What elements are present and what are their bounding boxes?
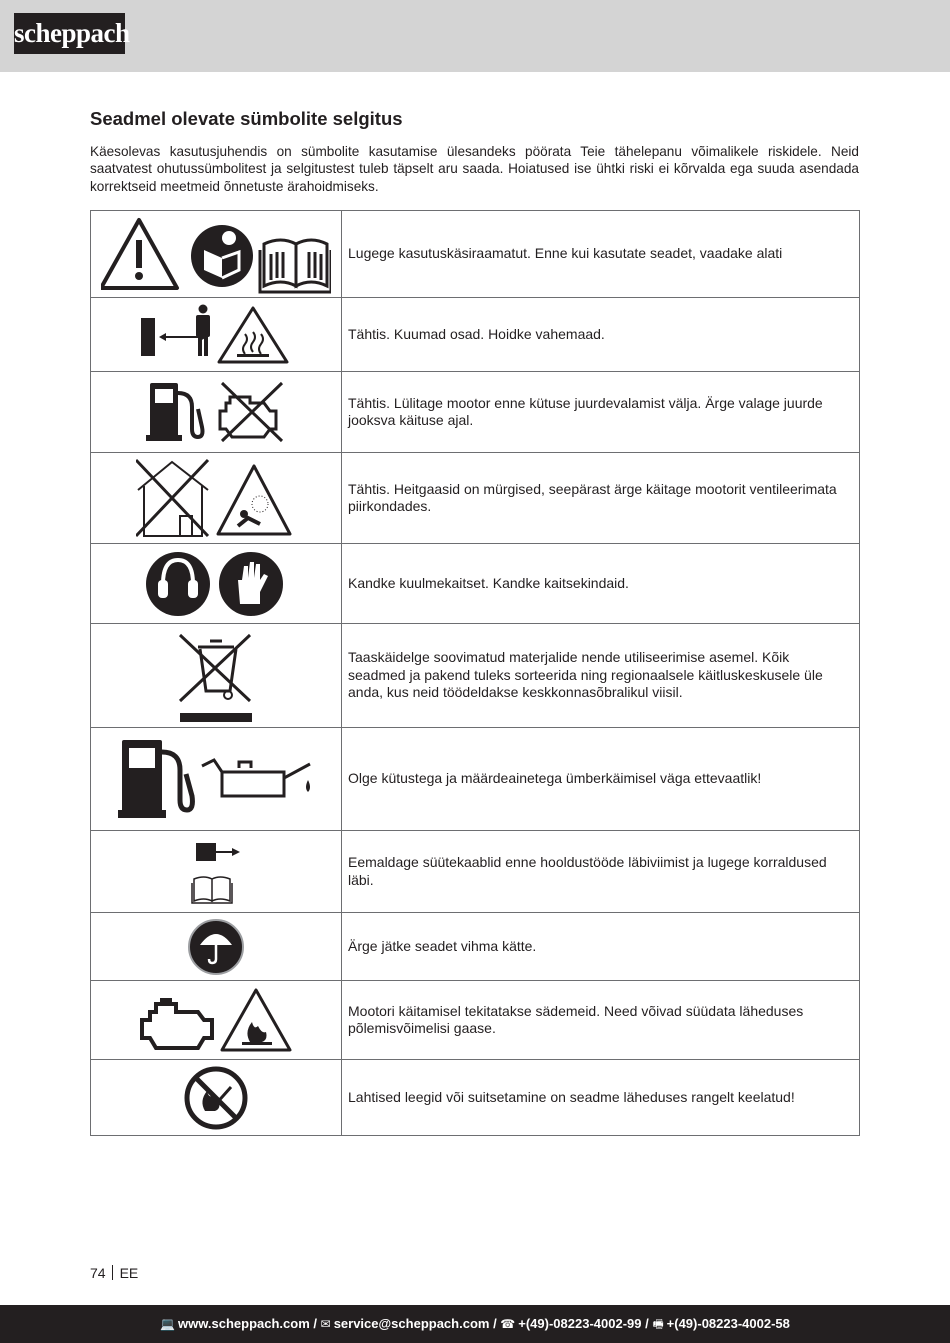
fax-icon: 🖷 <box>652 1317 664 1331</box>
email-icon: ✉ <box>320 1317 331 1331</box>
table-row <box>91 831 860 913</box>
no-open-flame-icon <box>187 1069 245 1127</box>
toxic-fumes-icon <box>218 466 290 534</box>
symbol-cell <box>91 544 342 624</box>
spark-plug-manual-icon <box>192 843 240 903</box>
no-indoor-use-icon <box>136 460 208 536</box>
computer-icon: 💻 <box>160 1317 176 1331</box>
table-row <box>91 981 860 1060</box>
website-link[interactable]: www.scheppach.com <box>178 1316 310 1331</box>
fax-number: +(49)-08223-4002-58 <box>666 1316 790 1331</box>
symbol-description: Tähtis. Heitgaasid on mürgised, seepärast ärge käitage mootorit ventileerimata piirkondades. <box>342 453 860 544</box>
symbol-description: Ärge jätke seadet vihma kätte. <box>342 913 860 981</box>
footer-separator: / <box>309 1316 321 1331</box>
safety-gloves-icon <box>218 551 284 617</box>
engine-off-icon <box>220 383 282 441</box>
symbol-cell <box>91 298 342 372</box>
symbol-description: Tähtis. Kuumad osad. Hoidke vahemaad. <box>342 298 860 372</box>
symbol-description: Eemaldage süütekaablid enne hooldustööde läbiviimist ja lugege korraldused läbi. <box>342 831 860 913</box>
symbol-cell <box>91 728 342 831</box>
symbol-cell <box>91 913 342 981</box>
symbol-description: Lahtised leegid või suitsetamine on seadme läheduses rangelt keelatud! <box>342 1060 860 1136</box>
page-header <box>0 0 950 72</box>
table-row <box>91 372 860 453</box>
phone-icon: ☎ <box>500 1317 516 1331</box>
warning-triangle-icon <box>101 220 177 288</box>
fuel-pump-icon <box>118 740 192 818</box>
weee-crossed-bin-icon <box>180 635 252 722</box>
fire-hazard-icon <box>222 990 290 1050</box>
page-footer <box>0 1305 950 1343</box>
scheppach-logo: scheppach <box>14 13 125 54</box>
symbol-description: Kandke kuulmekaitset. Kandke kaitsekindaid. <box>342 544 860 624</box>
table-row <box>91 624 860 728</box>
email-link[interactable]: service@scheppach.com <box>333 1316 490 1331</box>
page-language: EE <box>119 1265 139 1281</box>
table-row <box>91 298 860 372</box>
symbol-description: Mootori käitamisel tekitatakse sädemeid. Need võivad süüdata läheduses põlemisvõimelisi gaase. <box>342 981 860 1060</box>
open-book-icon <box>260 240 331 292</box>
symbol-cell <box>91 624 342 728</box>
page-number-divider <box>112 1265 113 1280</box>
symbol-description: Tähtis. Lülitage mootor enne kütuse juurdevalamist välja. Ärge valage juurde jooksva käituse ajal. <box>342 372 860 453</box>
symbol-description: Taaskäidelge soovimatud materjalide nende utiliseerimise asemel. Kõik seadmed ja pakend tuleks sorteerida ning regionaalsele käitluskeskusele üle anda, kus neid töödeldakse keskkonnasõbralikul viisil. <box>342 624 860 728</box>
symbol-table <box>90 210 860 1136</box>
hot-surface-icon <box>219 308 287 362</box>
symbol-cell <box>91 831 342 913</box>
engine-icon <box>142 998 212 1048</box>
symbol-cell <box>91 211 342 298</box>
table-row <box>91 453 860 544</box>
keep-distance-icon <box>141 304 210 356</box>
fuel-pump-icon <box>146 383 203 441</box>
symbol-cell <box>91 981 342 1060</box>
hearing-protection-icon <box>146 552 210 616</box>
footer-separator: / <box>489 1316 501 1331</box>
read-manual-icon <box>191 225 253 287</box>
symbol-cell <box>91 372 342 453</box>
symbol-cell <box>91 1060 342 1136</box>
umbrella-rain-icon <box>189 920 243 974</box>
table-row <box>91 913 860 981</box>
table-row <box>91 544 860 624</box>
table-row <box>91 1060 860 1136</box>
page-number <box>90 1265 138 1281</box>
intro-paragraph: Käesolevas kasutusjuhendis on sümbolite kasutamise ülesandeks pöörata Teie tähelepanu võimalikele riskidele. Neid saatvatest ohutussümbolitest ja selgitustest tuleb täpselt aru saada. Hoiatused ise ühtki riski ei kõrvalda ega suuda asendada korrektseid meetmeid õnnetuste ärahoidmiseks. <box>90 144 859 194</box>
symbol-cell <box>91 453 342 544</box>
symbol-description: Lugege kasutuskäsiraamatut. Enne kui kasutate seadet, vaadake alati <box>342 211 860 298</box>
table-row <box>91 211 860 298</box>
table-row <box>91 728 860 831</box>
symbol-description: Olge kütustega ja määrdeainetega ümberkäimisel väga ettevaatlik! <box>342 728 860 831</box>
footer-separator: / <box>641 1316 653 1331</box>
page-title: Seadmel olevate sümbolite selgitus <box>90 108 403 129</box>
phone-number: +(49)-08223-4002-99 <box>518 1316 642 1331</box>
oil-can-icon <box>202 760 310 796</box>
page-number-value: 74 <box>90 1265 106 1281</box>
